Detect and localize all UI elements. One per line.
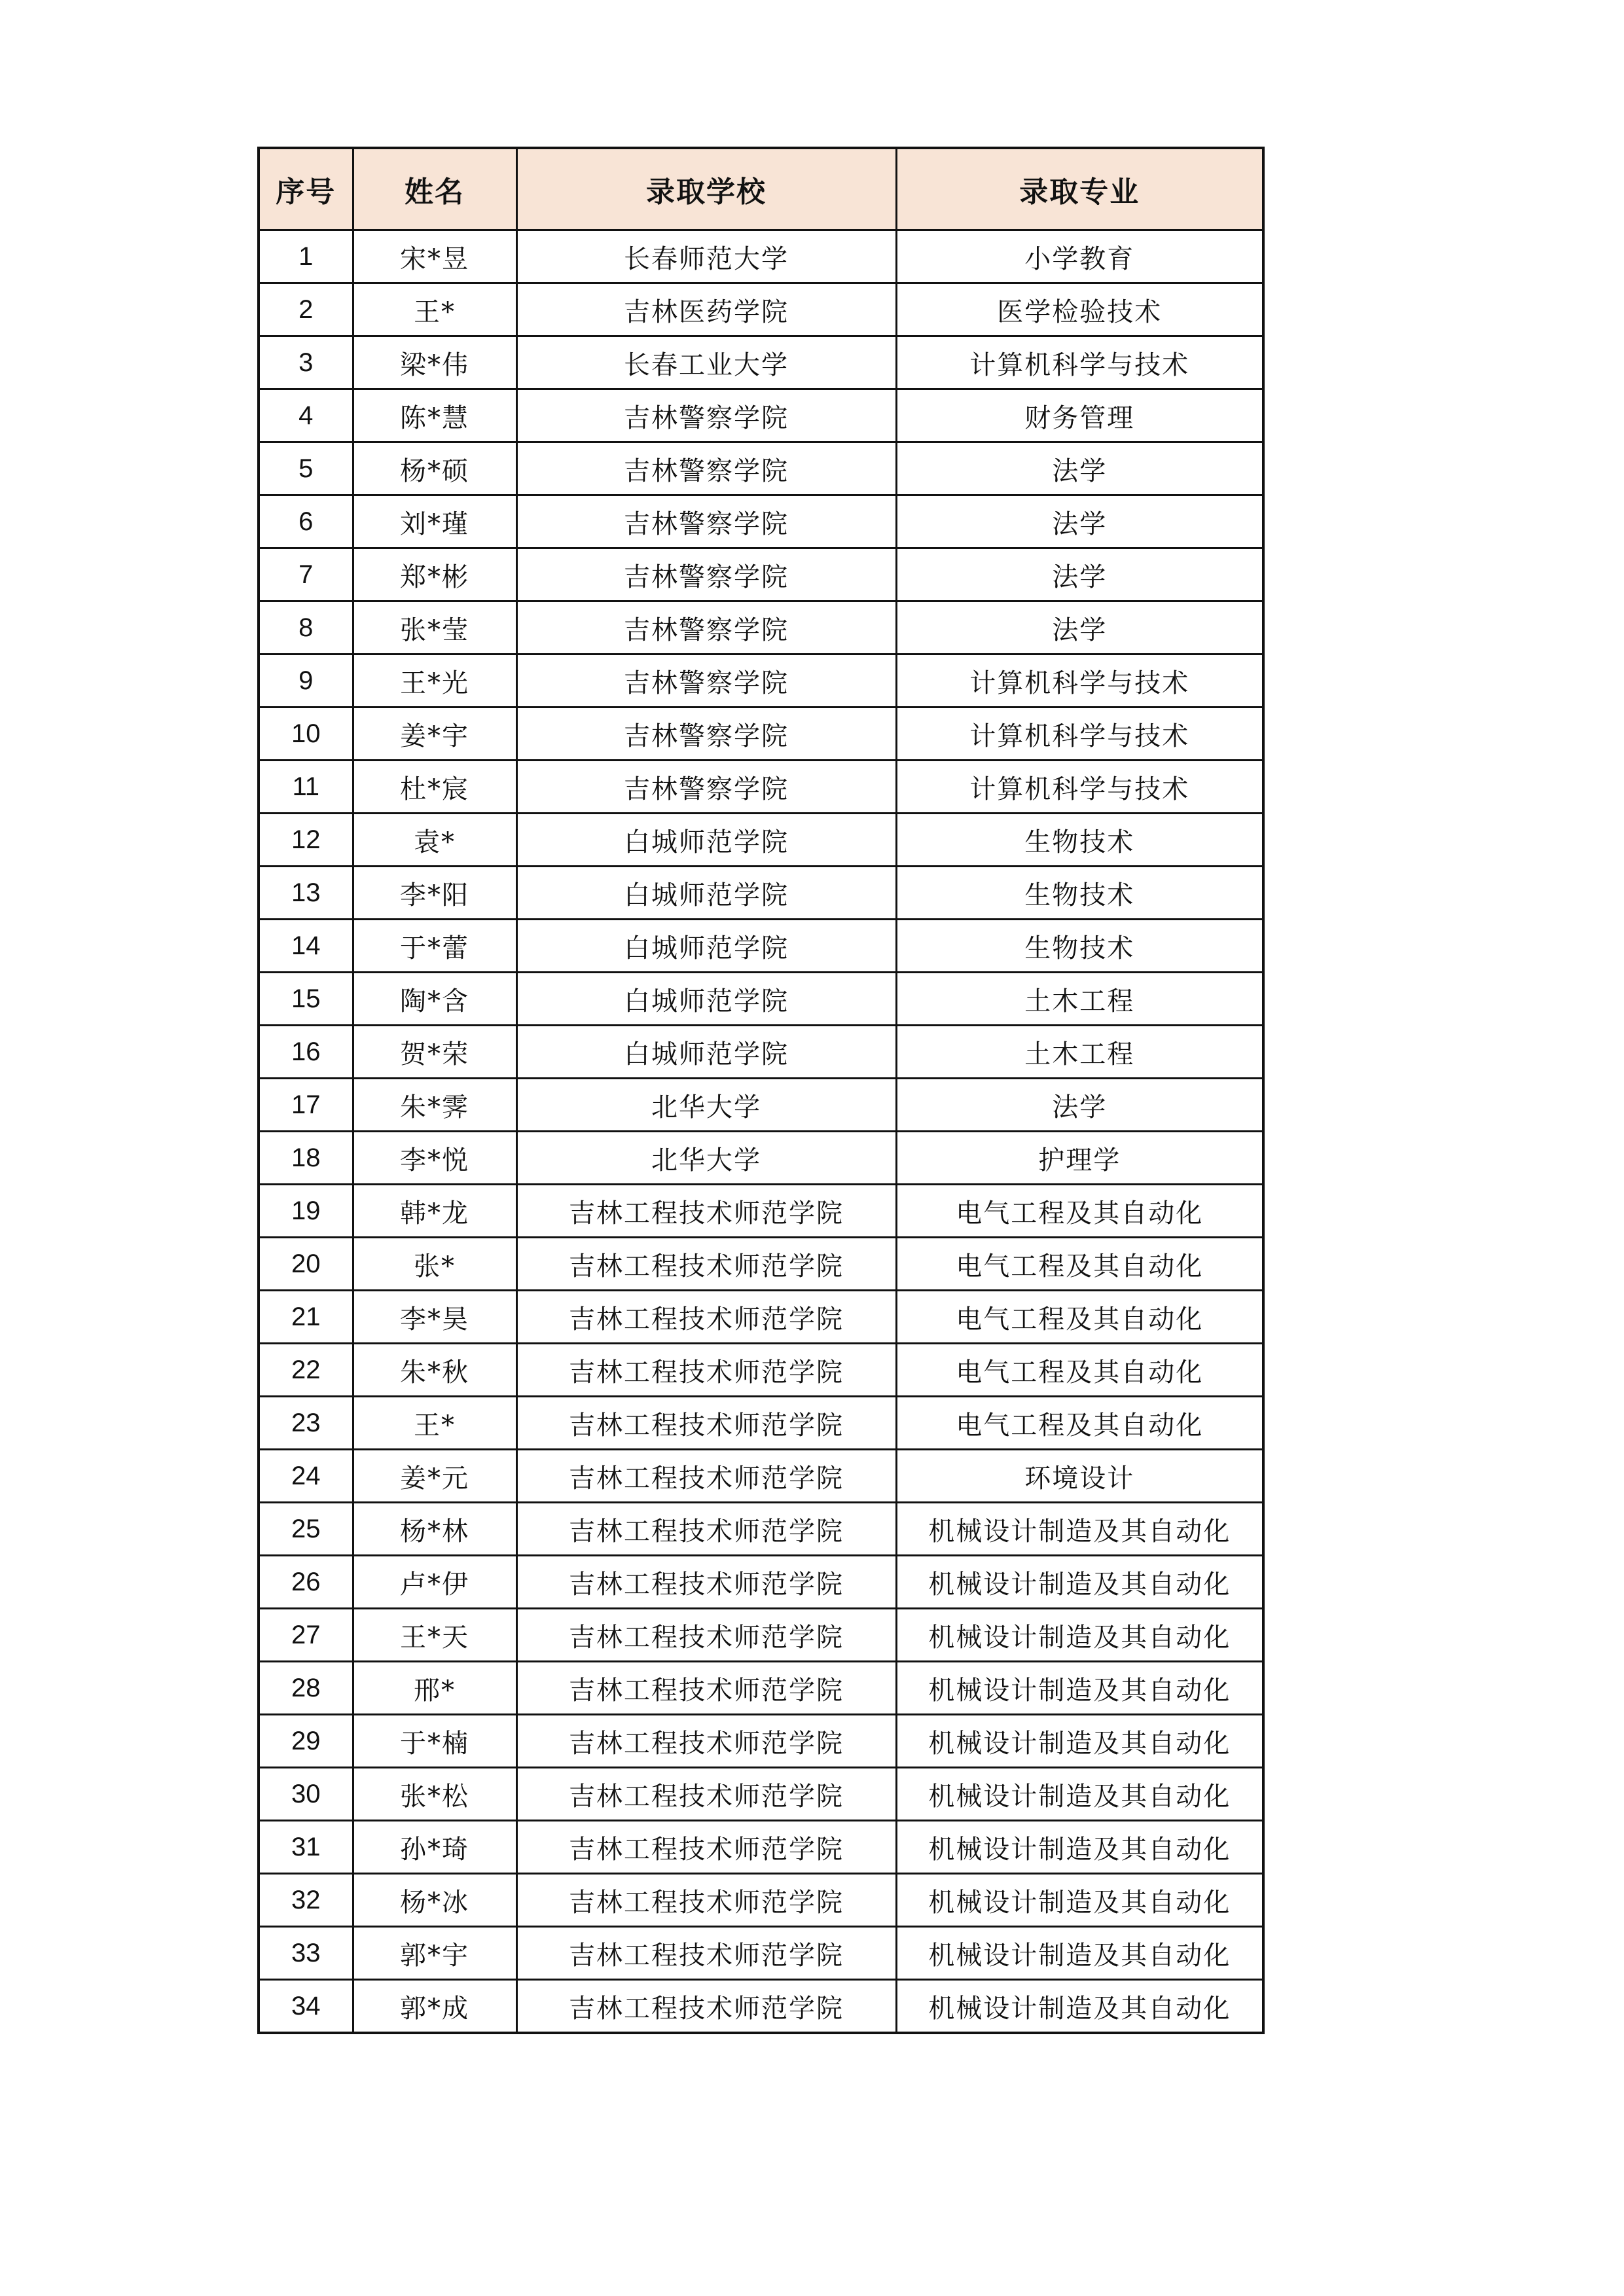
table-row — [259, 1185, 1263, 1238]
table-row — [259, 1556, 1263, 1609]
seq-cell: 24 — [259, 1450, 353, 1503]
header-seq: 序号 — [259, 148, 353, 230]
table-row — [259, 389, 1263, 442]
school-cell: 吉林工程技术师范学院 — [516, 1397, 896, 1450]
table-row — [259, 867, 1263, 920]
table-row — [259, 1874, 1263, 1927]
major-cell: 机械设计制造及其自动化 — [896, 1662, 1263, 1715]
name-cell: 陶*含 — [353, 973, 516, 1026]
name-cell: 袁* — [353, 814, 516, 867]
table-row — [259, 1662, 1263, 1715]
school-cell: 吉林工程技术师范学院 — [516, 1609, 896, 1662]
table-row — [259, 761, 1263, 814]
school-cell: 白城师范学院 — [516, 920, 896, 973]
name-cell: 郑*彬 — [353, 548, 516, 601]
major-cell: 环境设计 — [896, 1450, 1263, 1503]
seq-cell: 9 — [259, 655, 353, 708]
name-cell: 宋*昱 — [353, 230, 516, 283]
seq-cell: 31 — [259, 1821, 353, 1874]
seq-cell: 2 — [259, 283, 353, 336]
table-row — [259, 920, 1263, 973]
major-cell: 小学教育 — [896, 230, 1263, 283]
major-cell: 机械设计制造及其自动化 — [896, 1874, 1263, 1927]
school-cell: 吉林警察学院 — [516, 389, 896, 442]
major-cell: 计算机科学与技术 — [896, 708, 1263, 761]
major-cell: 法学 — [896, 548, 1263, 601]
name-cell: 梁*伟 — [353, 336, 516, 389]
school-cell: 白城师范学院 — [516, 867, 896, 920]
table-row — [259, 973, 1263, 1026]
table-row — [259, 1079, 1263, 1132]
major-cell: 计算机科学与技术 — [896, 761, 1263, 814]
header-school: 录取学校 — [516, 148, 896, 230]
table-row — [259, 283, 1263, 336]
table-row — [259, 601, 1263, 655]
major-cell: 机械设计制造及其自动化 — [896, 1503, 1263, 1556]
name-cell: 王*光 — [353, 655, 516, 708]
table-row — [259, 1344, 1263, 1397]
name-cell: 贺*荣 — [353, 1026, 516, 1079]
major-cell: 机械设计制造及其自动化 — [896, 1927, 1263, 1980]
major-cell: 机械设计制造及其自动化 — [896, 1980, 1263, 2034]
major-cell: 法学 — [896, 601, 1263, 655]
school-cell: 吉林工程技术师范学院 — [516, 1556, 896, 1609]
seq-cell: 20 — [259, 1238, 353, 1291]
school-cell: 吉林警察学院 — [516, 601, 896, 655]
table-row — [259, 1450, 1263, 1503]
major-cell: 财务管理 — [896, 389, 1263, 442]
name-cell: 杜*宸 — [353, 761, 516, 814]
table-row — [259, 655, 1263, 708]
table-row — [259, 1291, 1263, 1344]
school-cell: 吉林工程技术师范学院 — [516, 1927, 896, 1980]
table-row — [259, 1609, 1263, 1662]
major-cell: 生物技术 — [896, 920, 1263, 973]
major-cell: 电气工程及其自动化 — [896, 1238, 1263, 1291]
school-cell: 吉林警察学院 — [516, 708, 896, 761]
seq-cell: 25 — [259, 1503, 353, 1556]
major-cell: 法学 — [896, 442, 1263, 495]
school-cell: 吉林工程技术师范学院 — [516, 1715, 896, 1768]
name-cell: 王*天 — [353, 1609, 516, 1662]
school-cell: 白城师范学院 — [516, 814, 896, 867]
name-cell: 朱*霁 — [353, 1079, 516, 1132]
table-row — [259, 1821, 1263, 1874]
name-cell: 李*昊 — [353, 1291, 516, 1344]
name-cell: 张*莹 — [353, 601, 516, 655]
table-row — [259, 1980, 1263, 2034]
header-row — [259, 148, 1263, 230]
table-row — [259, 1503, 1263, 1556]
seq-cell: 21 — [259, 1291, 353, 1344]
major-cell: 护理学 — [896, 1132, 1263, 1185]
table-row — [259, 814, 1263, 867]
school-cell: 吉林工程技术师范学院 — [516, 1238, 896, 1291]
table-row — [259, 442, 1263, 495]
table-row — [259, 1397, 1263, 1450]
school-cell: 长春工业大学 — [516, 336, 896, 389]
major-cell: 电气工程及其自动化 — [896, 1291, 1263, 1344]
name-cell: 韩*龙 — [353, 1185, 516, 1238]
name-cell: 李*悦 — [353, 1132, 516, 1185]
table-row — [259, 548, 1263, 601]
name-cell: 李*阳 — [353, 867, 516, 920]
major-cell: 计算机科学与技术 — [896, 336, 1263, 389]
table-row — [259, 1026, 1263, 1079]
table-row — [259, 230, 1263, 283]
table-row — [259, 1768, 1263, 1821]
seq-cell: 22 — [259, 1344, 353, 1397]
name-cell: 姜*宇 — [353, 708, 516, 761]
school-cell: 吉林工程技术师范学院 — [516, 1291, 896, 1344]
major-cell: 机械设计制造及其自动化 — [896, 1821, 1263, 1874]
table-row — [259, 708, 1263, 761]
table-row — [259, 1132, 1263, 1185]
seq-cell: 17 — [259, 1079, 353, 1132]
seq-cell: 12 — [259, 814, 353, 867]
seq-cell: 32 — [259, 1874, 353, 1927]
major-cell: 法学 — [896, 495, 1263, 548]
school-cell: 吉林警察学院 — [516, 655, 896, 708]
school-cell: 吉林工程技术师范学院 — [516, 1662, 896, 1715]
school-cell: 白城师范学院 — [516, 973, 896, 1026]
seq-cell: 23 — [259, 1397, 353, 1450]
school-cell: 白城师范学院 — [516, 1026, 896, 1079]
seq-cell: 1 — [259, 230, 353, 283]
name-cell: 刘*瑾 — [353, 495, 516, 548]
name-cell: 张* — [353, 1238, 516, 1291]
table-row — [259, 336, 1263, 389]
table-row — [259, 1238, 1263, 1291]
school-cell: 吉林医药学院 — [516, 283, 896, 336]
name-cell: 于*楠 — [353, 1715, 516, 1768]
school-cell: 吉林工程技术师范学院 — [516, 1185, 896, 1238]
school-cell: 吉林警察学院 — [516, 548, 896, 601]
seq-cell: 26 — [259, 1556, 353, 1609]
seq-cell: 19 — [259, 1185, 353, 1238]
seq-cell: 15 — [259, 973, 353, 1026]
school-cell: 吉林工程技术师范学院 — [516, 1450, 896, 1503]
school-cell: 吉林警察学院 — [516, 761, 896, 814]
name-cell: 孙*琦 — [353, 1821, 516, 1874]
school-cell: 吉林工程技术师范学院 — [516, 1821, 896, 1874]
major-cell: 土木工程 — [896, 1026, 1263, 1079]
name-cell: 朱*秋 — [353, 1344, 516, 1397]
seq-cell: 28 — [259, 1662, 353, 1715]
header-major: 录取专业 — [896, 148, 1263, 230]
name-cell: 杨*林 — [353, 1503, 516, 1556]
name-cell: 王* — [353, 283, 516, 336]
name-cell: 杨*冰 — [353, 1874, 516, 1927]
school-cell: 北华大学 — [516, 1079, 896, 1132]
seq-cell: 14 — [259, 920, 353, 973]
major-cell: 法学 — [896, 1079, 1263, 1132]
seq-cell: 27 — [259, 1609, 353, 1662]
school-cell: 吉林工程技术师范学院 — [516, 1980, 896, 2034]
name-cell: 于*蕾 — [353, 920, 516, 973]
major-cell: 机械设计制造及其自动化 — [896, 1768, 1263, 1821]
seq-cell: 3 — [259, 336, 353, 389]
school-cell: 吉林工程技术师范学院 — [516, 1874, 896, 1927]
major-cell: 医学检验技术 — [896, 283, 1263, 336]
seq-cell: 8 — [259, 601, 353, 655]
name-cell: 陈*慧 — [353, 389, 516, 442]
major-cell: 机械设计制造及其自动化 — [896, 1715, 1263, 1768]
table-row — [259, 1927, 1263, 1980]
header-name: 姓名 — [353, 148, 516, 230]
major-cell: 生物技术 — [896, 814, 1263, 867]
seq-cell: 6 — [259, 495, 353, 548]
admission-table — [257, 147, 1265, 2034]
major-cell: 机械设计制造及其自动化 — [896, 1556, 1263, 1609]
name-cell: 郭*宇 — [353, 1927, 516, 1980]
name-cell: 杨*硕 — [353, 442, 516, 495]
major-cell: 生物技术 — [896, 867, 1263, 920]
name-cell: 王* — [353, 1397, 516, 1450]
seq-cell: 7 — [259, 548, 353, 601]
seq-cell: 18 — [259, 1132, 353, 1185]
seq-cell: 10 — [259, 708, 353, 761]
seq-cell: 13 — [259, 867, 353, 920]
school-cell: 吉林工程技术师范学院 — [516, 1503, 896, 1556]
name-cell: 姜*元 — [353, 1450, 516, 1503]
major-cell: 电气工程及其自动化 — [896, 1185, 1263, 1238]
name-cell: 卢*伊 — [353, 1556, 516, 1609]
major-cell: 计算机科学与技术 — [896, 655, 1263, 708]
seq-cell: 30 — [259, 1768, 353, 1821]
table-row — [259, 1715, 1263, 1768]
seq-cell: 5 — [259, 442, 353, 495]
seq-cell: 11 — [259, 761, 353, 814]
seq-cell: 34 — [259, 1980, 353, 2034]
name-cell: 郭*成 — [353, 1980, 516, 2034]
name-cell: 邢* — [353, 1662, 516, 1715]
major-cell: 机械设计制造及其自动化 — [896, 1609, 1263, 1662]
major-cell: 电气工程及其自动化 — [896, 1344, 1263, 1397]
school-cell: 吉林警察学院 — [516, 495, 896, 548]
school-cell: 吉林工程技术师范学院 — [516, 1344, 896, 1397]
name-cell: 张*松 — [353, 1768, 516, 1821]
seq-cell: 33 — [259, 1927, 353, 1980]
seq-cell: 4 — [259, 389, 353, 442]
seq-cell: 29 — [259, 1715, 353, 1768]
table-body — [259, 230, 1263, 2034]
school-cell: 吉林警察学院 — [516, 442, 896, 495]
school-cell: 北华大学 — [516, 1132, 896, 1185]
school-cell: 长春师范大学 — [516, 230, 896, 283]
table-row — [259, 495, 1263, 548]
seq-cell: 16 — [259, 1026, 353, 1079]
school-cell: 吉林工程技术师范学院 — [516, 1768, 896, 1821]
major-cell: 土木工程 — [896, 973, 1263, 1026]
major-cell: 电气工程及其自动化 — [896, 1397, 1263, 1450]
